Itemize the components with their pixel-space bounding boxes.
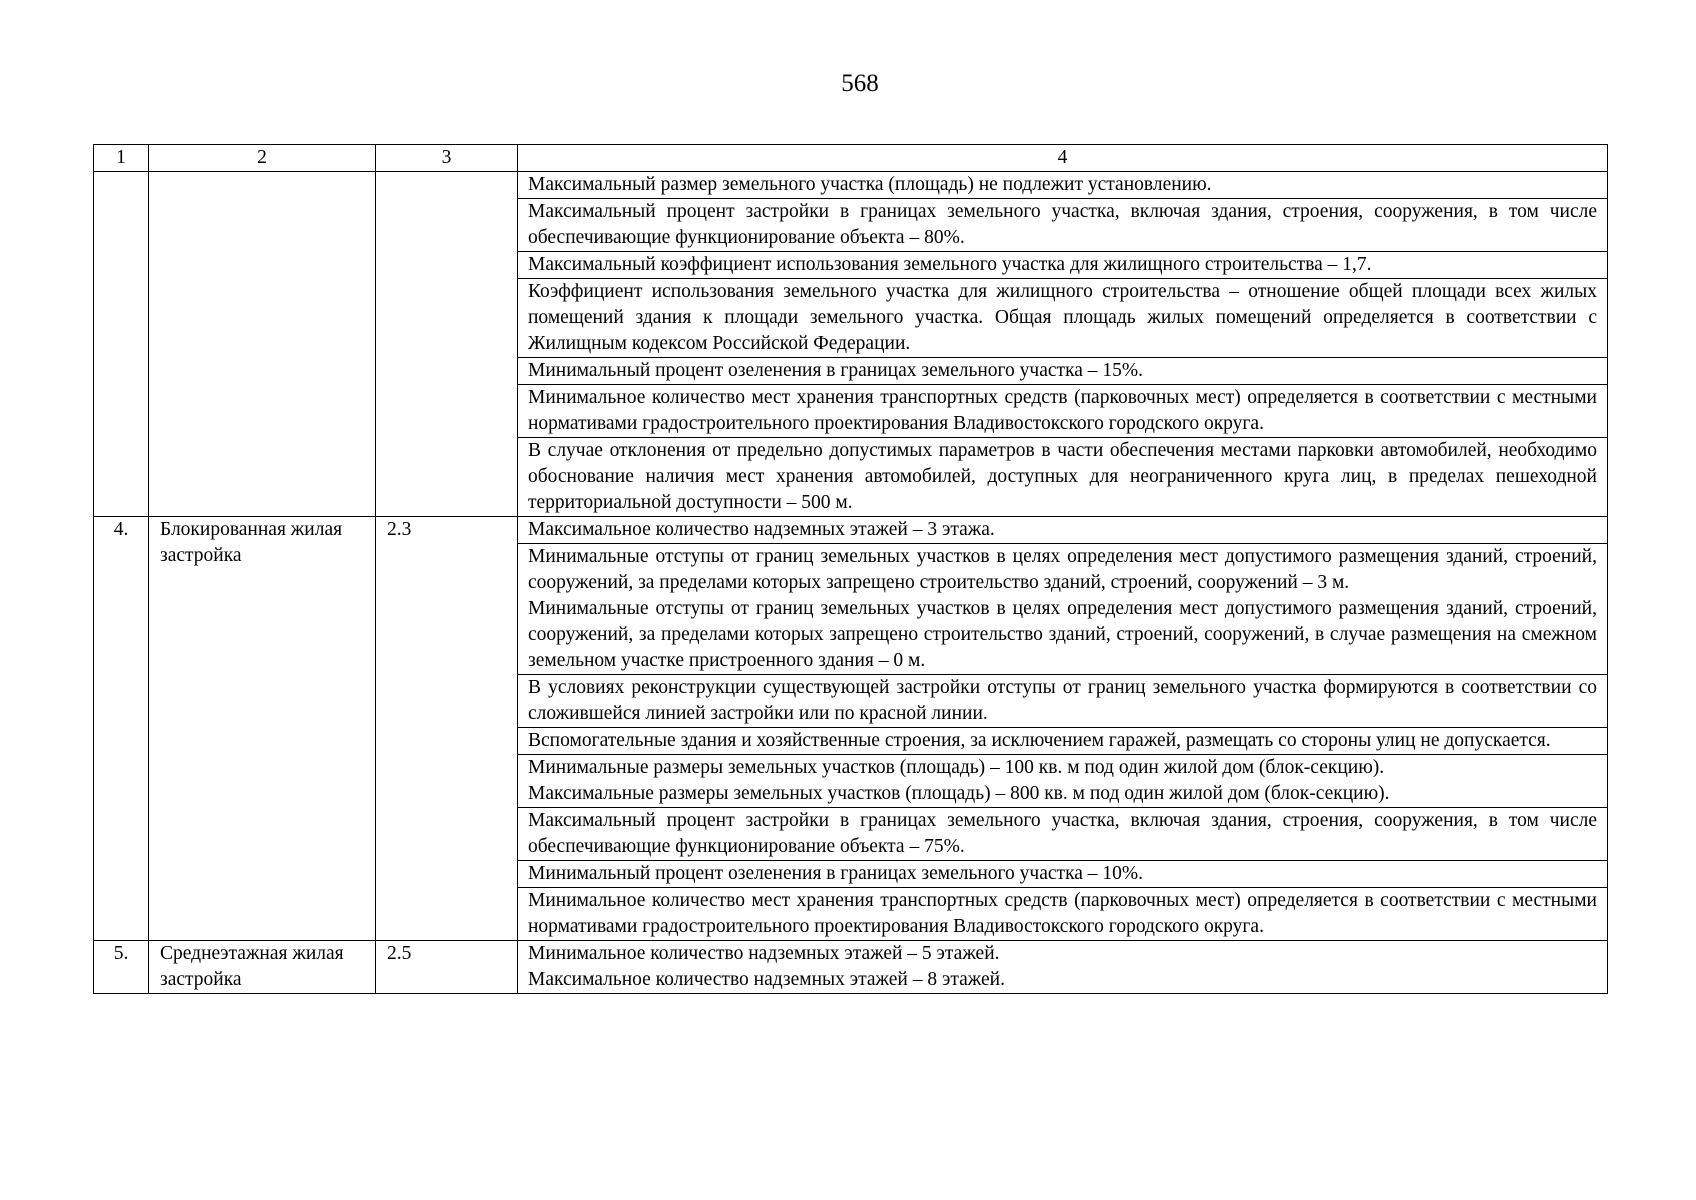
parameter-text: Максимальное количество надземных этажей – 8 этажей.: [528, 969, 1005, 990]
parameter-cell: Максимальный процент застройки в границах земельного участка, включая здания, строения, сооружения, в том числе обеспечивающие функционирование объекта – 80%.: [518, 199, 1608, 252]
use-type-name: Блокированная жилая застройка: [149, 517, 376, 941]
row-number: 4.: [94, 517, 149, 941]
use-type-code: 2.3: [376, 517, 518, 941]
parameter-cell: [518, 861, 1608, 888]
column-header-1: 1: [94, 145, 149, 172]
parameter-text: Максимальный процент застройки в границах земельного участка, включая здания, строения, сооружения, в том числе обеспечивающие функционирование объекта – 75%.: [528, 810, 1597, 857]
parameter-cell: Минимальный процент озеленения в границах земельного участка – 15%.: [518, 358, 1608, 385]
table-row: [94, 517, 1608, 544]
column-header-4: 4: [518, 145, 1608, 172]
table-row: [94, 941, 1608, 994]
parameter-cell: В случае отклонения от предельно допустимых параметров в части обеспечения местами парковки автомобилей, необходимо обоснование наличия мест хранения автомобилей, доступных для неограниченного круга лиц, в пределах пешеходной территориальной доступности – 500 м.: [518, 438, 1608, 517]
parameter-cell: [518, 808, 1608, 861]
parameter-text: Минимальное количество надземных этажей – 5 этажей.: [528, 943, 1000, 964]
regulations-table: [93, 144, 1608, 994]
parameter-text: Минимальные отступы от границ земельных участков в целях определения мест допустимого размещения зданий, строений, сооружений, за пределами которых запрещено строительство зданий, строений, сооружений, в случае размещения на смежном земельном участке пристроенного здания – 0 м.: [528, 598, 1597, 671]
parameter-text: Максимальное количество надземных этажей – 3 этажа.: [528, 519, 995, 540]
row-number: 5.: [94, 941, 149, 994]
parameter-cell: [518, 728, 1608, 755]
parameter-cell: [518, 544, 1608, 675]
column-header-2: 2: [149, 145, 376, 172]
parameter-text: Минимальные размеры земельных участков (площадь) – 100 кв. м под один жилой дом (блок-секцию).: [528, 757, 1385, 778]
parameter-cell: Максимальный размер земельного участка (площадь) не подлежит установлению.: [518, 172, 1608, 199]
parameter-cell: [518, 755, 1608, 808]
parameter-cell: Минимальное количество мест хранения транспортных средств (парковочных мест) определяется в соответствии с местными нормативами градостроительного проектирования Владивостокского городского округа.: [518, 385, 1608, 438]
parameter-text: Минимальный процент озеленения в границах земельного участка – 10%.: [528, 863, 1144, 884]
parameter-text: Вспомогательные здания и хозяйственные строения, за исключением гаражей, размещать со стороны улиц не допускается.: [528, 730, 1551, 751]
parameter-text: В условиях реконструкции существующей застройки отступы от границ земельного участка формируются в соответствии со сложившейся линией застройки или по красной линии.: [528, 677, 1597, 724]
use-type-name: Среднеэтажная жилая застройка: [149, 941, 376, 994]
parameter-text: Максимальные размеры земельных участков (площадь) – 800 кв. м под один жилой дом (блок-секцию).: [528, 783, 1390, 804]
table-row: [94, 172, 1608, 199]
table-body: [94, 145, 1608, 994]
parameter-cell: [518, 941, 1608, 994]
parameter-cell: [518, 888, 1608, 941]
header-row: [94, 145, 1608, 172]
use-type-code: 2.5: [376, 941, 518, 994]
parameter-text: Минимальные отступы от границ земельных участков в целях определения мест допустимого размещения зданий, строений, сооружений, за пределами которых запрещено строительство зданий, строений, сооружений – 3 м.: [528, 546, 1597, 593]
column-header-3: 3: [376, 145, 518, 172]
parameter-cell: [518, 517, 1608, 544]
parameter-cell: [518, 675, 1608, 728]
page-number: 568: [841, 70, 879, 97]
parameter-cell: Коэффициент использования земельного участка для жилищного строительства – отношение общей площади всех жилых помещений здания к площади земельного участка. Общая площадь жилых помещений определяется в соответствии с Жилищным кодексом Российской Федерации.: [518, 279, 1608, 358]
empty-cell-3: [376, 172, 518, 517]
parameter-text: Минимальное количество мест хранения транспортных средств (парковочных мест) определяется в соответствии с местными нормативами градостроительного проектирования Владивостокского городского округа.: [528, 890, 1597, 937]
empty-cell-1: [94, 172, 149, 517]
empty-cell-2: [149, 172, 376, 517]
parameter-cell: Максимальный коэффициент использования земельного участка для жилищного строительства – 1,7.: [518, 252, 1608, 279]
